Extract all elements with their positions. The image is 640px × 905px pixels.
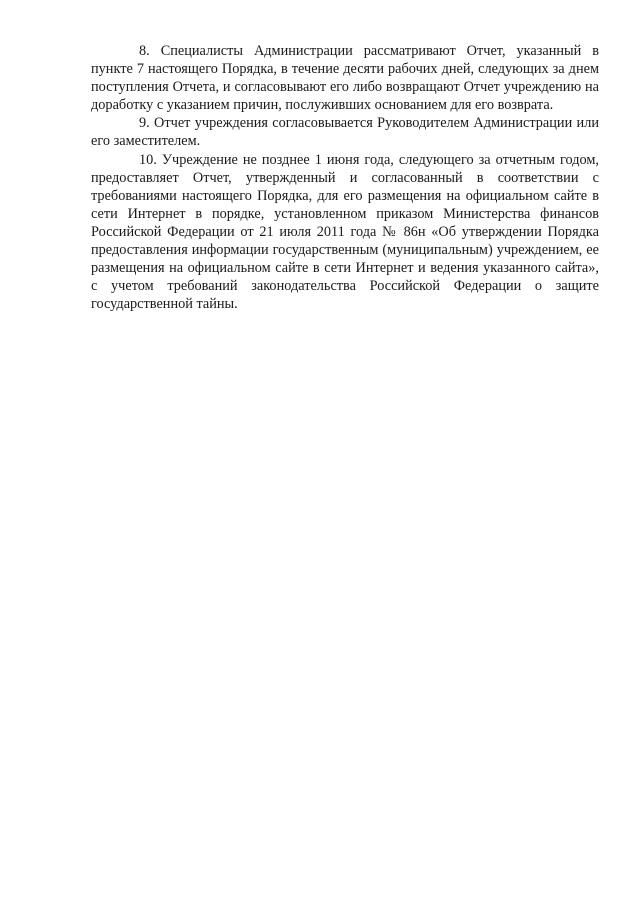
document-body	[91, 42, 599, 313]
paragraph-9: 9. Отчет учреждения согласовывается Руководителем Администрации или его заместителем.	[91, 115, 599, 150]
paragraph-10: 10. Учреждение не позднее 1 июня года, следующего за отчетным годом, предоставляет Отчет, утвержденный и согласованный в соответствии с требованиями настоящего Порядка, для его размещения на официальном сайте в сети Интернет в порядке, установленном приказом Министерства финансов Российской Федерации от 21 июля 2011 года № 86н «Об утверждении Порядка предоставления информации государственным (муниципальным) учреждением, ее размещения на официальном сайте в сети Интернет и ведения указанного сайта», с учетом требований законодательства Российской Федерации о защите государственной тайны.	[91, 151, 599, 313]
paragraph-8: 8. Специалисты Администрации рассматривают Отчет, указанный в пункте 7 настоящего Порядка, в течение десяти рабочих дней, следующих за днем поступления Отчета, и согласовывают его либо возвращают Отчет учреждению на доработку с указанием причин, послуживших основанием для его возврата.	[91, 43, 599, 114]
